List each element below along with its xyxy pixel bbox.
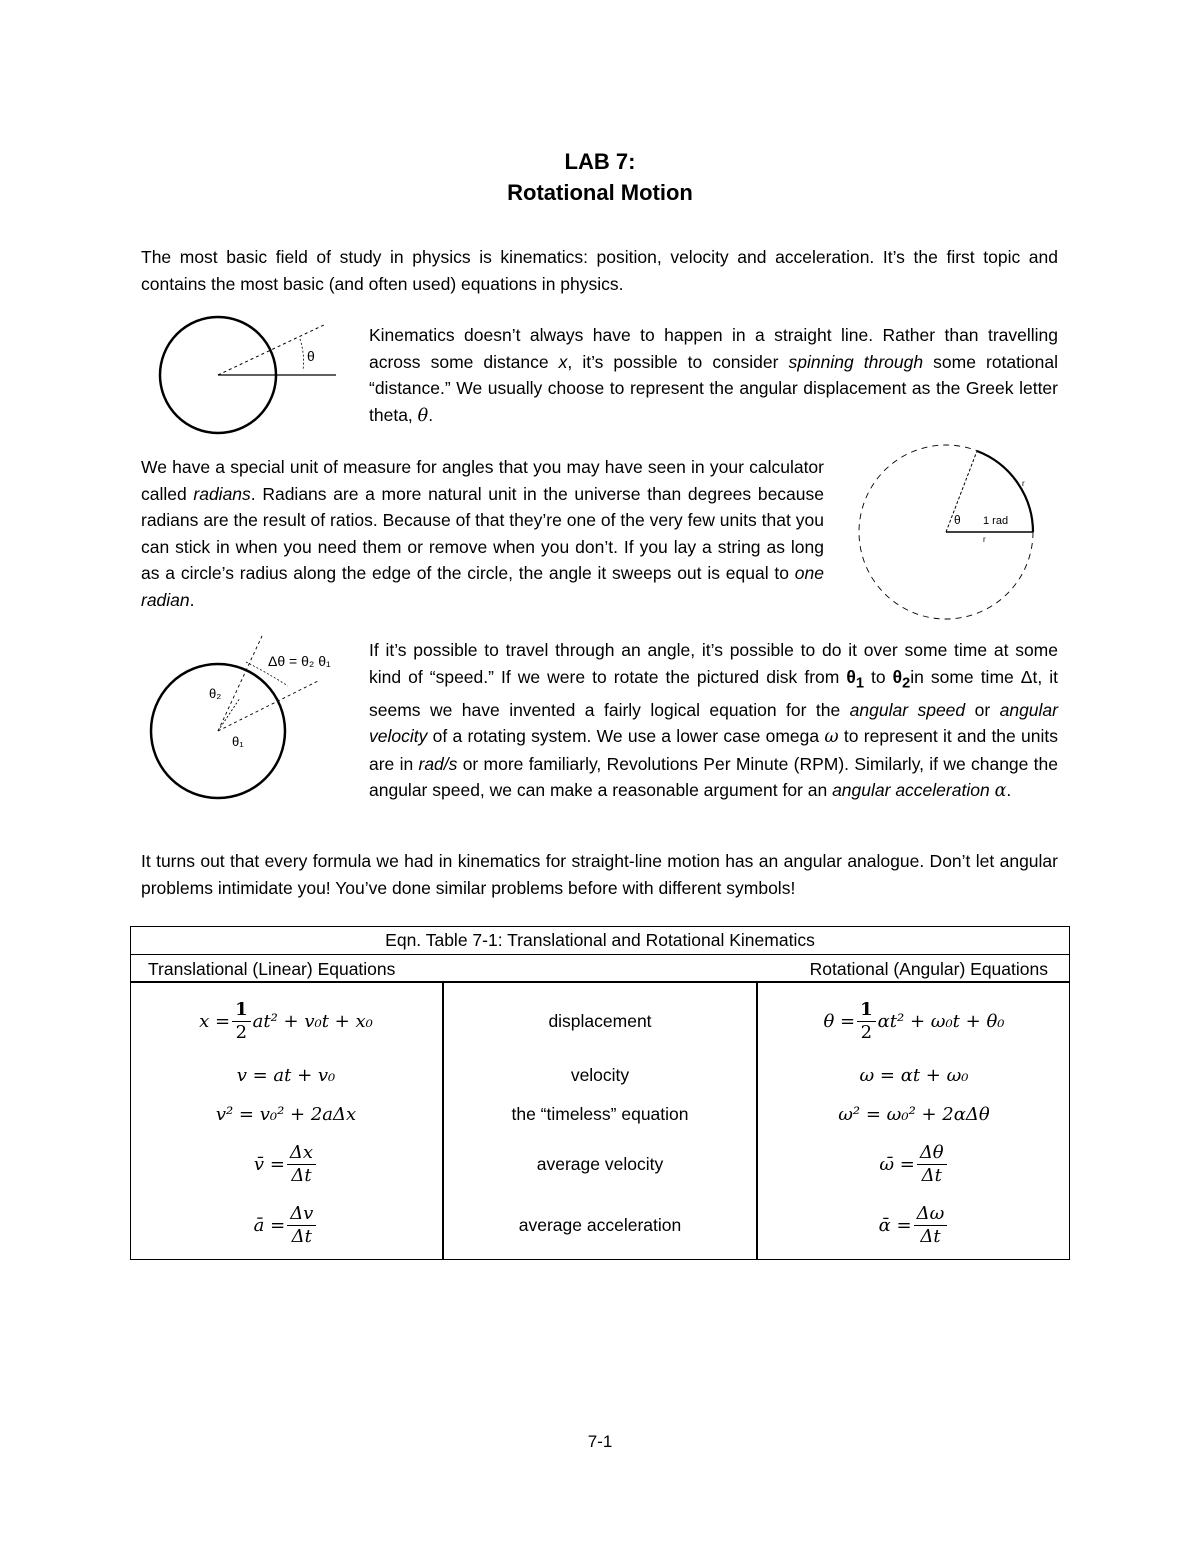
line-theta2 <box>218 636 262 731</box>
kinematics-paragraph: Kinematics doesn’t always have to happen in a straight line. Rather than travelling across some distance x, it’s possible to consider spinning through some rotational “distance.” We usually choose to represent the angular displacement as the Greek letter theta, θ. <box>369 325 1058 426</box>
radians-paragraph: We have a special unit of measure for angles that you may have seen in your calculator called radians. Radians are a more natural unit in the universe than degrees because radians are the result of ratios. Because of that they’re one of the very few units that you can stick in when you need them or remove when you don’t. If you lay a string as long as a circle’s radius along the edge of the circle, the angle it sweeps out is equal to one radian. <box>141 457 824 610</box>
angle-diagram <box>150 310 350 450</box>
angular-column <box>758 986 1070 1256</box>
angular-speed-paragraph: If it’s possible to travel through an angle, it’s possible to do it over some time at some kind of “speed.” If we were to rotate the pictured disk from $\theta_1$ to $\theta_2in$ some time Δt, it seems we have invented a fairly logical equation for the angular speed or angular velocity of a rotating system. We use a lower case omega ω to represent it and the units are in rad/s or more familiarly, Revolutions Per Minute (RPM). Similarly, if we change the angular speed, we can make a reasonable argument for an angular acceleration α. <box>369 640 1059 801</box>
desc-avg-accel: average acceleration <box>518 1214 682 1235</box>
desc-timeless: the “timeless” equation <box>511 1103 689 1124</box>
line-short <box>218 698 240 731</box>
linear-velocity-eq: v = at + v₀ <box>236 1064 336 1086</box>
header-linear: Translational (Linear) Equations <box>148 958 396 979</box>
linear-column <box>130 986 442 1256</box>
delta-theta-diagram <box>140 628 370 803</box>
radian-diagram <box>850 440 1050 620</box>
header-angular: Rotational (Angular) Equations <box>809 958 1048 979</box>
angular-displacement-eq: θ = $\frac{1}{2}$ αt² + ω₀t + θ₀ <box>823 998 1005 1043</box>
linear-avg-accel-eq: ā = $\frac{\Delta v}{\Delta t}$ <box>130 1194 442 1256</box>
linear-timeless-eq: v² = v₀² + 2aΔx <box>215 1103 357 1125</box>
radius-rotated <box>946 451 977 532</box>
angular-avg-accel-eq: ᾱ = $\frac{\Delta\omega}{\Delta t}$ <box>758 1194 1070 1256</box>
base-r-label: r <box>983 535 986 544</box>
analogue-paragraph: It turns out that every formula we had in kinematics for straight-line motion has an angular analogue. Don’t let angular problems intimidate you! You’ve done similar problems before with different symbols! <box>141 851 1058 898</box>
delta-theta-label: Δθ = θ₂ θ₁ <box>268 653 331 669</box>
angular-timeless-eq: ω² = ω₀² + 2αΔθ <box>838 1103 990 1125</box>
angular-velocity-eq: ω = αt + ω₀ <box>859 1064 969 1086</box>
theta1-label: θ₁ <box>232 734 244 749</box>
description-column <box>444 986 756 1256</box>
desc-avg-velocity: average velocity <box>536 1153 664 1174</box>
theta2-label: θ₂ <box>209 686 222 701</box>
page-number: 7-1 <box>587 1432 613 1451</box>
one-rad-label: 1 rad <box>983 515 1009 527</box>
desc-velocity: velocity <box>570 1064 630 1085</box>
theta-label: θ <box>307 348 315 364</box>
angular-avg-velocity-eq: ω̄ = $\frac{\Delta\theta}{\Delta t}$ <box>758 1134 1070 1194</box>
intro-paragraph: The most basic field of study in physics is kinematics: position, velocity and acceleration. It’s the first topic and contains the most basic (and often used) equations in physics. <box>141 247 1058 294</box>
linear-displacement-eq: x = $\frac{1}{2}$ at² + v₀t + x₀ <box>199 998 373 1043</box>
desc-displacement: displacement <box>548 1010 652 1031</box>
equation-table <box>130 926 1070 1260</box>
theta-label: θ <box>954 513 961 527</box>
angle-arc <box>300 339 304 370</box>
arc-r-label: r <box>1022 479 1025 488</box>
page-title-line1: LAB 7: <box>564 149 636 174</box>
table-caption: Eqn. Table 7-1: Translational and Rotational Kinematics <box>385 929 815 950</box>
page-title-line2: Rotational Motion <box>507 180 693 205</box>
linear-avg-velocity-eq: v̄ = $\frac{\Delta x}{\Delta t}$ <box>130 1134 442 1194</box>
